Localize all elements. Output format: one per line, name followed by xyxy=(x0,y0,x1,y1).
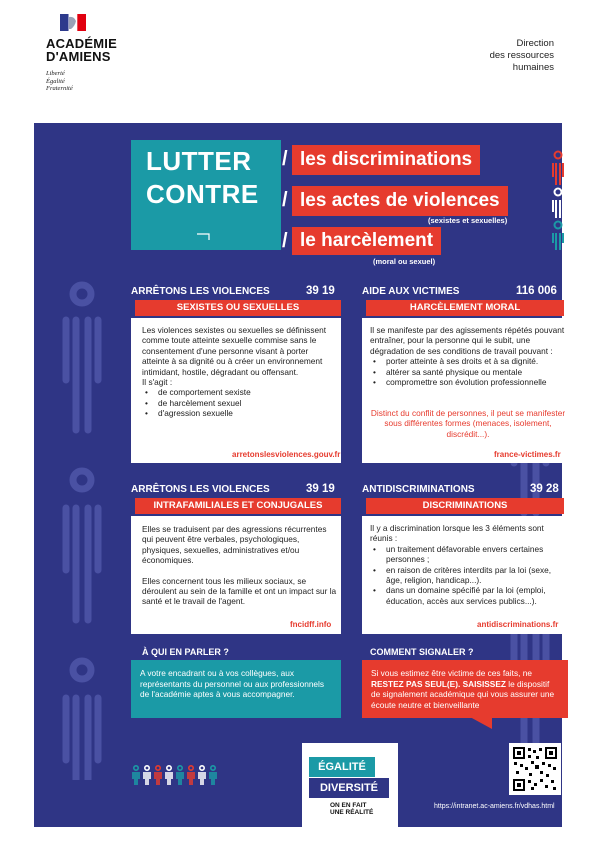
section4-band: DISCRIMINATIONS xyxy=(366,498,564,514)
signaler-title: COMMENT SIGNALER ? xyxy=(370,647,474,657)
logo-egalite: ÉGALITÉ xyxy=(309,757,375,777)
list-item: • de comportement sexiste xyxy=(142,387,337,397)
list-item: • de harcèlement sexuel xyxy=(142,398,337,408)
silhouette-decor-icon xyxy=(56,280,108,780)
section2-title: AIDE AUX VICTIMES xyxy=(362,286,460,297)
list-item: • en raison de critères interdits par la loi (sexe, âge, religion, handicap...). xyxy=(370,565,566,586)
slash-mark: / xyxy=(282,148,288,170)
section3-link[interactable]: fncidff.info xyxy=(290,620,332,629)
devise: Liberté Égalité Fraternité xyxy=(46,70,73,92)
logo-diversite: DIVERSITÉ xyxy=(309,778,389,798)
tag-discriminations: les discriminations xyxy=(292,145,480,175)
signaler-box: Si vous estimez être victime de ces faits, ne RESTEZ PAS SEUL(E). SAISISSEZ le dispositif de signalement académique qui vous assurer une écoute neutre et bienveillante xyxy=(362,660,568,718)
qui-parler-title: À QUI EN PARLER ? xyxy=(142,647,229,657)
figures-column-icon xyxy=(550,150,566,250)
list-item: • compromettre son évolution professionnelle xyxy=(370,377,566,387)
page-header xyxy=(0,0,600,122)
section1-title: ARRÊTONS LES VIOLENCES xyxy=(131,286,270,297)
tag-violences: les actes de violences xyxy=(292,186,508,216)
speech-tail-icon xyxy=(195,228,225,242)
marianne-logo-icon xyxy=(60,14,86,31)
direction-label: Direction des ressources humaines xyxy=(489,38,554,73)
section2-text: Il se manifeste par des agissements répétés pouvant entraîner, pour la personne qui le subit, une dégradation de ses conditions de travail pouvant : • porter atteinte à ses droits et à sa dignité. • altérer sa santé physique ou mentale • compromettre son évolution professionnelle xyxy=(370,325,566,387)
section1-number[interactable]: 39 19 xyxy=(306,285,335,297)
section4-title: ANTIDISCRIMINATIONS xyxy=(362,484,475,495)
list-item: • un traitement défavorable envers certaines personnes ; xyxy=(370,544,566,565)
tag-harcelement: le harcèlement xyxy=(292,227,441,255)
section3-band: INTRAFAMILIALES ET CONJUGALES xyxy=(135,498,341,514)
intranet-url[interactable]: https://intranet.ac-amiens.fr/vdhas.html xyxy=(434,803,555,810)
section4-number[interactable]: 39 28 xyxy=(530,483,559,495)
slash-mark: / xyxy=(282,189,288,211)
section1-band: SEXISTES OU SEXUELLES xyxy=(135,300,341,316)
qr-code-icon xyxy=(513,747,557,791)
list-item: • altérer sa santé physique ou mentale xyxy=(370,367,566,377)
section4-link[interactable]: antidiscriminations.fr xyxy=(477,620,559,629)
section2-red-note: Distinct du conflit de personnes, il peut se manifester sous différentes formes (menaces, isolement, discrédit...). xyxy=(370,408,566,439)
section3-title: ARRÊTONS LES VIOLENCES xyxy=(131,484,270,495)
academie-name: ACADÉMIE D'AMIENS xyxy=(46,36,117,64)
figures-row-icon xyxy=(132,765,218,787)
section4-text: Il y a discrimination lorsque les 3 éléments sont réunis : • un traitement défavorable envers certaines personnes ; • en raison de critères interdits par la loi (sexe, âge, religion, handicap...). • dans un domaine spécifié par la loi (emploi, éducation, accès aux services publics...). xyxy=(370,523,566,606)
hero-title: LUTTER CONTRE xyxy=(146,146,259,209)
tag-violences-note: (sexistes et sexuelles) xyxy=(428,216,508,225)
section3-number[interactable]: 39 19 xyxy=(306,483,335,495)
logo-tagline: ON EN FAIT UNE RÉALITÉ xyxy=(330,802,374,816)
section1-text: Les violences sexistes ou sexuelles se définissent comme toute atteinte sexuelle commise sans le consentement d'une personne visant à porter atteinte à sa dignité ou à créer un environnement intimidant, hostile, dégradant ou offensant. Il s'agit : • de comportement sexiste • de harcèlement sexuel • d'agression sexuelle xyxy=(142,325,337,419)
section3-text: Elles se traduisent par des agressions récurrentes qui peuvent être verbales, psychologiques, physiques, sexuelles, administratives et/ou économiques. Elles concernent tous les milieux sociaux, se déroulent au sein de la famille et ont un impact sur la santé et le travail de l'agent. xyxy=(142,524,337,607)
section1-link[interactable]: arretonslesviolences.gouv.fr xyxy=(232,450,341,459)
section2-band: HARCÈLEMENT MORAL xyxy=(366,300,564,316)
section2-link[interactable]: france-victimes.fr xyxy=(494,450,561,459)
qui-parler-box: A votre encadrant ou à vos collègues, aux représentants du personnel ou aux professionnels de l'académie aptes à vous accompagner. xyxy=(131,660,341,718)
slash-mark: / xyxy=(282,230,288,252)
list-item: • d'agression sexuelle xyxy=(142,408,337,418)
section2-number[interactable]: 116 006 xyxy=(516,285,557,297)
qr-code[interactable] xyxy=(509,743,561,795)
list-item: • dans un domaine spécifié par la loi (emploi, éducation, accès aux services publics...). xyxy=(370,585,566,606)
list-item: • porter atteinte à ses droits et à sa dignité. xyxy=(370,356,566,366)
tag-harcelement-note: (moral ou sexuel) xyxy=(373,257,436,266)
speech-tail-icon xyxy=(470,717,492,729)
